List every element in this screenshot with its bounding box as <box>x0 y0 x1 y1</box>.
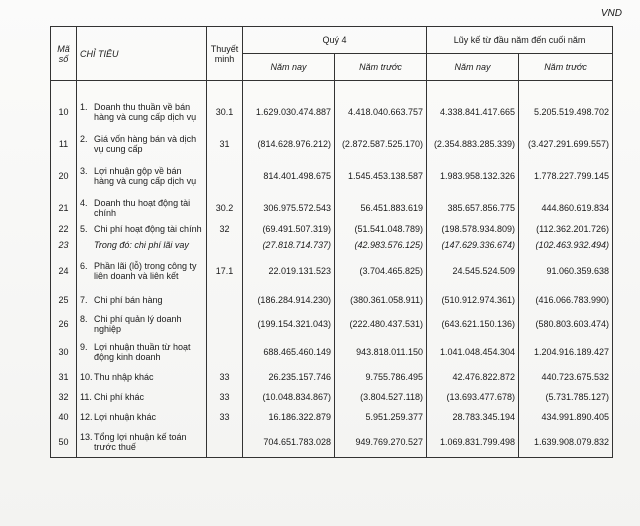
row-quarter-this-year: (27.818.714.737) <box>243 237 335 253</box>
table-row <box>51 387 613 407</box>
row-code: 11 <box>51 131 77 157</box>
row-item-label: Tổng lợi nhuận kế toán trước thuế <box>94 431 187 452</box>
row-item-label: Chi phí bán hàng <box>94 295 163 305</box>
row-ytd-last-year: (580.803.603.474) <box>519 311 613 337</box>
row-item-index: 6. <box>80 261 88 271</box>
row-quarter-this-year: 306.975.572.543 <box>243 195 335 221</box>
row-note: 30.2 <box>207 195 243 221</box>
row-ytd-this-year: 1.983.958.132.326 <box>427 157 519 195</box>
row-quarter-last-year: 943.818.011.150 <box>335 337 427 367</box>
header-quarter-this-year: Năm nay <box>243 54 335 81</box>
row-code: 25 <box>51 289 77 311</box>
row-note <box>207 237 243 253</box>
row-ytd-last-year: 91.060.359.638 <box>519 253 613 289</box>
row-item <box>77 157 207 195</box>
row-note: 32 <box>207 221 243 237</box>
currency-label: VND <box>600 8 622 19</box>
row-quarter-last-year: 949.769.270.527 <box>335 427 427 457</box>
row-item-label: Chi phí khác <box>94 392 145 402</box>
row-ytd-last-year: 1.639.908.079.832 <box>519 427 613 457</box>
row-quarter-last-year: (42.983.576.125) <box>335 237 427 253</box>
header-quarter: Quý 4 <box>243 27 427 54</box>
row-item-index: 5. <box>80 224 88 234</box>
row-quarter-this-year: (814.628.976.212) <box>243 131 335 157</box>
row-item <box>77 427 207 457</box>
row-item-index: 4. <box>80 198 88 208</box>
row-item <box>77 93 207 131</box>
row-code: 40 <box>51 407 77 427</box>
spacer-row <box>51 81 613 94</box>
row-ytd-last-year: 1.204.916.189.427 <box>519 337 613 367</box>
row-item-label: Trong đó: chi phí lãi vay <box>94 240 189 250</box>
row-item-label: Thu nhập khác <box>94 372 154 382</box>
row-code: 20 <box>51 157 77 195</box>
row-ytd-last-year: (102.463.932.494) <box>519 237 613 253</box>
row-code: 21 <box>51 195 77 221</box>
row-item <box>77 221 207 237</box>
row-item-index: 12. <box>80 412 93 422</box>
row-item-index: 3. <box>80 166 88 176</box>
row-item-label: Giá vốn hàng bán và dịch vụ cung cấp <box>94 134 197 154</box>
row-quarter-last-year: (222.480.437.531) <box>335 311 427 337</box>
table-row <box>51 407 613 427</box>
row-ytd-last-year: (416.066.783.990) <box>519 289 613 311</box>
row-ytd-last-year: 1.778.227.799.145 <box>519 157 613 195</box>
row-quarter-last-year: 5.951.259.377 <box>335 407 427 427</box>
row-item <box>77 253 207 289</box>
row-item-index: 1. <box>80 102 88 112</box>
row-quarter-last-year: (2.872.587.525.170) <box>335 131 427 157</box>
table-row <box>51 427 613 457</box>
table-row <box>51 337 613 367</box>
row-ytd-last-year: (112.362.201.726) <box>519 221 613 237</box>
table-row <box>51 157 613 195</box>
row-code: 22 <box>51 221 77 237</box>
header-quarter-last-year: Năm trước <box>335 54 427 81</box>
row-note <box>207 289 243 311</box>
table-row <box>51 367 613 387</box>
row-quarter-this-year: 688.465.460.149 <box>243 337 335 367</box>
row-item-label: Doanh thu hoạt động tài chính <box>94 198 191 218</box>
table-row <box>51 195 613 221</box>
table-row <box>51 253 613 289</box>
row-quarter-last-year: (3.704.465.825) <box>335 253 427 289</box>
row-item <box>77 311 207 337</box>
row-item-label: Lợi nhuận khác <box>94 412 156 422</box>
row-item <box>77 367 207 387</box>
table-row <box>51 311 613 337</box>
row-code: 26 <box>51 311 77 337</box>
table-row <box>51 221 613 237</box>
row-ytd-last-year: (5.731.785.127) <box>519 387 613 407</box>
row-note: 33 <box>207 407 243 427</box>
row-note: 31 <box>207 131 243 157</box>
row-item-label: Chi phí quản lý doanh nghiệp <box>94 314 182 334</box>
table-row <box>51 93 613 131</box>
row-item <box>77 407 207 427</box>
table-row <box>51 237 613 253</box>
row-ytd-this-year: 28.783.345.194 <box>427 407 519 427</box>
header-ytd: Lũy kế từ đầu năm đến cuối năm <box>427 27 613 54</box>
row-note: 33 <box>207 367 243 387</box>
table-row <box>51 289 613 311</box>
row-code: 10 <box>51 93 77 131</box>
row-code: 31 <box>51 367 77 387</box>
row-quarter-this-year: (186.284.914.230) <box>243 289 335 311</box>
row-ytd-last-year: (3.427.291.699.557) <box>519 131 613 157</box>
row-quarter-last-year: 4.418.040.663.757 <box>335 93 427 131</box>
row-quarter-this-year: (69.491.507.319) <box>243 221 335 237</box>
row-ytd-this-year: 385.657.856.775 <box>427 195 519 221</box>
row-quarter-last-year: (51.541.048.789) <box>335 221 427 237</box>
row-ytd-this-year: (2.354.883.285.339) <box>427 131 519 157</box>
row-note: 17.1 <box>207 253 243 289</box>
row-ytd-last-year: 444.860.619.834 <box>519 195 613 221</box>
row-item-index: 7. <box>80 295 88 305</box>
header-item: CHỈ TIÊU <box>77 27 207 81</box>
table-row <box>51 131 613 157</box>
row-ytd-this-year: 1.069.831.799.498 <box>427 427 519 457</box>
row-item-label: Phần lãi (lỗ) trong công ty liên doanh và liên kết <box>94 261 197 281</box>
row-code: 30 <box>51 337 77 367</box>
row-note <box>207 311 243 337</box>
row-ytd-last-year: 5.205.519.498.702 <box>519 93 613 131</box>
row-quarter-last-year: 1.545.453.138.587 <box>335 157 427 195</box>
row-item-label: Chi phí hoạt động tài chính <box>94 224 202 234</box>
row-item <box>77 237 207 253</box>
row-item <box>77 195 207 221</box>
row-item <box>77 337 207 367</box>
row-ytd-this-year: (643.621.150.136) <box>427 311 519 337</box>
row-quarter-last-year: (3.804.527.118) <box>335 387 427 407</box>
row-quarter-last-year: 56.451.883.619 <box>335 195 427 221</box>
row-quarter-this-year: (199.154.321.043) <box>243 311 335 337</box>
row-item-index: 8. <box>80 314 88 324</box>
row-ytd-this-year: (510.912.974.361) <box>427 289 519 311</box>
row-code: 23 <box>51 237 77 253</box>
row-quarter-this-year: (10.048.834.867) <box>243 387 335 407</box>
row-note <box>207 337 243 367</box>
row-item-index: 13. <box>80 431 93 442</box>
table-body <box>51 81 613 458</box>
row-quarter-this-year: 16.186.322.879 <box>243 407 335 427</box>
row-quarter-this-year: 26.235.157.746 <box>243 367 335 387</box>
row-ytd-this-year: 4.338.841.417.665 <box>427 93 519 131</box>
row-item-index: 11. <box>80 392 92 402</box>
row-code: 32 <box>51 387 77 407</box>
header-note: Thuyết minh <box>207 27 243 81</box>
row-item <box>77 289 207 311</box>
row-item-label: Lợi nhuận thuần từ hoạt động kinh doanh <box>94 342 191 362</box>
income-statement-table <box>50 26 613 458</box>
row-code: 50 <box>51 427 77 457</box>
row-item-index: 10. <box>80 372 93 382</box>
row-item-index: 9. <box>80 342 88 352</box>
row-item <box>77 131 207 157</box>
header-ytd-this-year: Năm nay <box>427 54 519 81</box>
row-quarter-last-year: 9.755.786.495 <box>335 367 427 387</box>
row-item-index: 2. <box>80 134 88 144</box>
row-quarter-last-year: (380.361.058.911) <box>335 289 427 311</box>
row-note <box>207 427 243 457</box>
row-ytd-last-year: 434.991.890.405 <box>519 407 613 427</box>
row-item-label: Lợi nhuận gộp về bán hàng và cung cấp dịch vụ <box>94 166 197 186</box>
row-quarter-this-year: 814.401.498.675 <box>243 157 335 195</box>
header-code: Mã số <box>51 27 77 81</box>
row-note <box>207 157 243 195</box>
row-ytd-this-year: 42.476.822.872 <box>427 367 519 387</box>
row-ytd-this-year: (13.693.477.678) <box>427 387 519 407</box>
row-note: 33 <box>207 387 243 407</box>
row-code: 24 <box>51 253 77 289</box>
row-item <box>77 387 207 407</box>
row-ytd-this-year: 1.041.048.454.304 <box>427 337 519 367</box>
row-ytd-this-year: (198.578.934.809) <box>427 221 519 237</box>
row-ytd-this-year: 24.545.524.509 <box>427 253 519 289</box>
row-quarter-this-year: 22.019.131.523 <box>243 253 335 289</box>
row-ytd-this-year: (147.629.336.674) <box>427 237 519 253</box>
row-note: 30.1 <box>207 93 243 131</box>
header-ytd-last-year: Năm trước <box>519 54 613 81</box>
row-item-index <box>80 240 94 250</box>
row-ytd-last-year: 440.723.675.532 <box>519 367 613 387</box>
row-quarter-this-year: 1.629.030.474.887 <box>243 93 335 131</box>
row-item-label: Doanh thu thuần về bán hàng và cung cấp dịch vụ <box>94 102 197 122</box>
row-quarter-this-year: 704.651.783.028 <box>243 427 335 457</box>
